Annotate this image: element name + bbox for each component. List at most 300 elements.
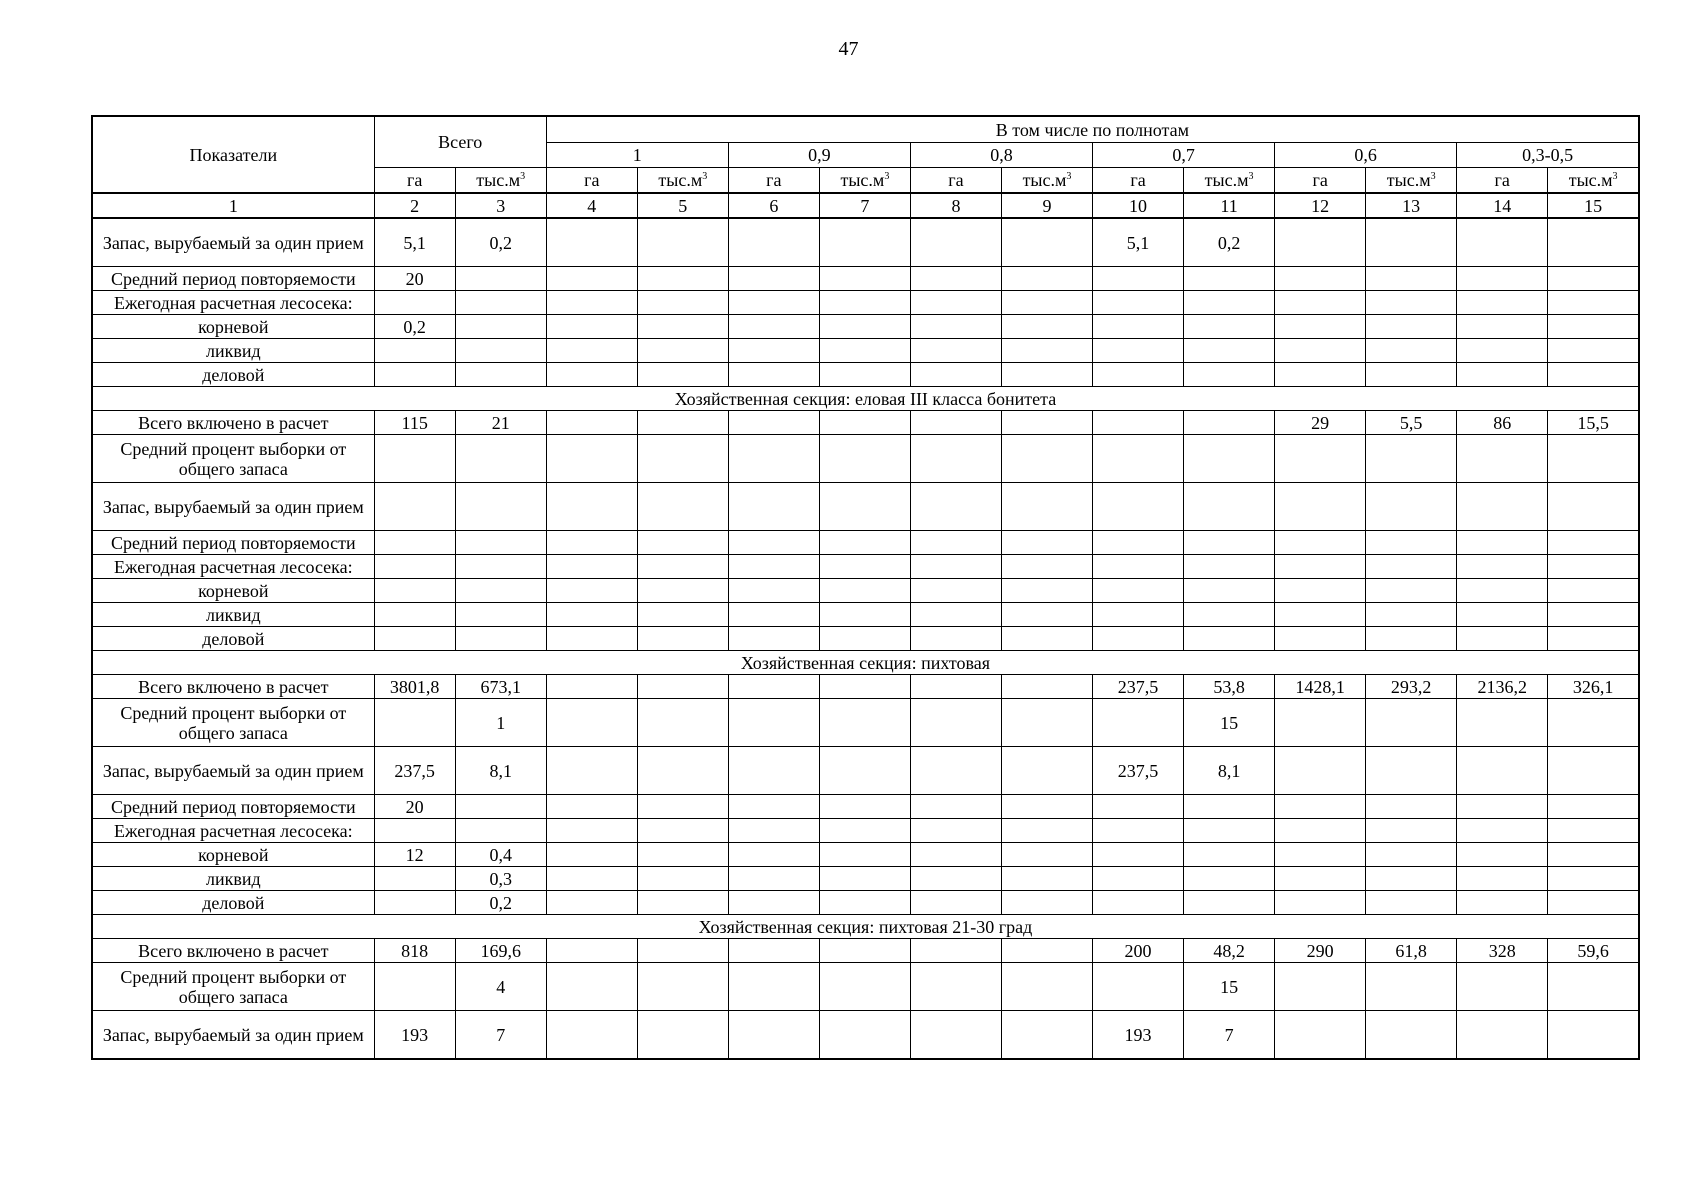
section-row [92, 387, 1639, 411]
table-cell [728, 555, 819, 579]
table-cell: 169,6 [455, 939, 546, 963]
table-cell [637, 699, 728, 747]
section-row [92, 915, 1639, 939]
table-cell [1001, 339, 1092, 363]
table-cell [819, 939, 910, 963]
table-cell [1184, 531, 1275, 555]
table-row [92, 291, 1639, 315]
table-cell: 237,5 [1093, 747, 1184, 795]
density-header: 1 [546, 143, 728, 168]
unit-volume-text: тыс.м [1386, 170, 1431, 190]
table-cell [546, 579, 637, 603]
table-cell [819, 795, 910, 819]
table-cell [637, 747, 728, 795]
table-cell [910, 315, 1001, 339]
column-number: 2 [374, 193, 455, 218]
density-header: 0,9 [728, 143, 910, 168]
table-row [92, 411, 1639, 435]
table-cell: 0,4 [455, 843, 546, 867]
table-cell [1275, 747, 1366, 795]
table-cell [819, 891, 910, 915]
table-cell: 20 [374, 267, 455, 291]
table-cell [1275, 363, 1366, 387]
unit-volume [1001, 168, 1092, 194]
table-cell: 3801,8 [374, 675, 455, 699]
table-cell [1548, 315, 1639, 339]
table-cell [819, 675, 910, 699]
table-cell [1001, 627, 1092, 651]
table-cell [1001, 939, 1092, 963]
table-cell [1184, 483, 1275, 531]
table-cell [1457, 843, 1548, 867]
column-number-row [92, 193, 1639, 218]
table-cell [1184, 267, 1275, 291]
table-cell [1548, 363, 1639, 387]
table-cell [1093, 483, 1184, 531]
table-cell: 237,5 [374, 747, 455, 795]
table-cell [728, 795, 819, 819]
table-cell [1366, 363, 1457, 387]
table-cell [1001, 435, 1092, 483]
table-cell [910, 531, 1001, 555]
table-cell [1001, 363, 1092, 387]
table-cell [637, 411, 728, 435]
table-cell [1275, 555, 1366, 579]
table-cell [1366, 699, 1457, 747]
table-cell: 8,1 [1184, 747, 1275, 795]
table-row [92, 795, 1639, 819]
column-number: 12 [1275, 193, 1366, 218]
unit-volume-text: тыс.м [840, 170, 885, 190]
table-cell [819, 843, 910, 867]
table-row [92, 363, 1639, 387]
table-row [92, 699, 1639, 747]
table-cell [1457, 867, 1548, 891]
row-label: Средний период повторяемости [92, 531, 374, 555]
table-cell [1366, 339, 1457, 363]
table-cell [1457, 363, 1548, 387]
table-cell [1366, 867, 1457, 891]
table-cell [546, 795, 637, 819]
table-cell: 59,6 [1548, 939, 1639, 963]
row-label: ликвид [92, 339, 374, 363]
table-cell [819, 627, 910, 651]
table-cell [374, 531, 455, 555]
table-cell [1366, 531, 1457, 555]
table-cell [1275, 579, 1366, 603]
column-number: 11 [1184, 193, 1275, 218]
table-cell [1366, 627, 1457, 651]
table-cell [637, 435, 728, 483]
table-cell [1001, 603, 1092, 627]
table-cell [1275, 819, 1366, 843]
table-cell [819, 747, 910, 795]
table-cell [455, 363, 546, 387]
table-cell [1093, 579, 1184, 603]
table-cell [728, 963, 819, 1011]
table-cell [1184, 795, 1275, 819]
table-cell [546, 531, 637, 555]
table-cell [1001, 699, 1092, 747]
table-cell [1275, 315, 1366, 339]
table-cell: 21 [455, 411, 546, 435]
row-label: деловой [92, 891, 374, 915]
table-cell [910, 603, 1001, 627]
table-cell [455, 555, 546, 579]
table-cell [637, 363, 728, 387]
table-cell [546, 267, 637, 291]
table-cell [1275, 843, 1366, 867]
table-cell: 15 [1184, 699, 1275, 747]
table-cell: 5,1 [1093, 218, 1184, 267]
table-cell [637, 579, 728, 603]
table-cell [1366, 291, 1457, 315]
table-cell [910, 939, 1001, 963]
table-cell: 12 [374, 843, 455, 867]
table-cell [374, 867, 455, 891]
table-row [92, 1011, 1639, 1060]
table-cell [1548, 891, 1639, 915]
table-cell [637, 603, 728, 627]
table-cell: 15,5 [1548, 411, 1639, 435]
table-cell [1548, 699, 1639, 747]
unit-volume-exponent: 3 [702, 171, 708, 182]
table-cell: 0,2 [1184, 218, 1275, 267]
column-number: 3 [455, 193, 546, 218]
unit-volume [1548, 168, 1639, 194]
table-cell [374, 339, 455, 363]
row-label: корневой [92, 579, 374, 603]
table-cell [819, 291, 910, 315]
table-cell [1001, 819, 1092, 843]
table-row [92, 819, 1639, 843]
table-cell [1548, 627, 1639, 651]
table-cell: 0,2 [455, 218, 546, 267]
table-cell [1548, 1011, 1639, 1060]
table-cell [1001, 531, 1092, 555]
unit-ha: га [910, 168, 1001, 194]
column-number: 10 [1093, 193, 1184, 218]
unit-volume [455, 168, 546, 194]
table-cell [728, 939, 819, 963]
table-cell [374, 627, 455, 651]
table-cell [637, 555, 728, 579]
table-cell [1093, 363, 1184, 387]
table-cell [546, 218, 637, 267]
table-row [92, 891, 1639, 915]
table-cell [1093, 339, 1184, 363]
indicators-header: Показатели [92, 116, 374, 193]
unit-volume-exponent: 3 [520, 171, 526, 182]
column-number: 8 [910, 193, 1001, 218]
row-label: Средний процент выборки от общего запаса [92, 963, 374, 1011]
row-label: Средний период повторяемости [92, 795, 374, 819]
table-cell [910, 291, 1001, 315]
table-cell [910, 795, 1001, 819]
table-cell [1093, 891, 1184, 915]
table-cell [1548, 267, 1639, 291]
unit-volume [1184, 168, 1275, 194]
table-cell [819, 483, 910, 531]
table-cell [1093, 267, 1184, 291]
table-cell [546, 675, 637, 699]
table-cell [1001, 843, 1092, 867]
unit-volume-exponent: 3 [1430, 171, 1436, 182]
table-cell [910, 483, 1001, 531]
table-cell [819, 1011, 910, 1060]
table-cell [1184, 843, 1275, 867]
table-cell [1001, 891, 1092, 915]
table-row [92, 603, 1639, 627]
unit-volume-text: тыс.м [658, 170, 703, 190]
table-cell [637, 218, 728, 267]
table-cell [728, 747, 819, 795]
table-cell [1457, 579, 1548, 603]
table-cell: 237,5 [1093, 675, 1184, 699]
table-cell [1548, 483, 1639, 531]
table-cell [728, 1011, 819, 1060]
table-cell [455, 291, 546, 315]
table-cell [1275, 435, 1366, 483]
table-cell [637, 891, 728, 915]
table-cell [910, 363, 1001, 387]
table-cell [1275, 267, 1366, 291]
table-cell [1366, 603, 1457, 627]
table-cell [546, 363, 637, 387]
row-label: ликвид [92, 867, 374, 891]
table-cell [546, 891, 637, 915]
table-cell: 48,2 [1184, 939, 1275, 963]
table-row [92, 579, 1639, 603]
table-cell [1548, 843, 1639, 867]
row-label: Средний период повторяемости [92, 267, 374, 291]
table-cell [1457, 218, 1548, 267]
table-cell [546, 747, 637, 795]
table-cell [1548, 603, 1639, 627]
table-cell [637, 339, 728, 363]
table-cell [910, 843, 1001, 867]
table-cell [455, 579, 546, 603]
table-cell [546, 1011, 637, 1060]
table-cell [1093, 555, 1184, 579]
table-cell [1457, 315, 1548, 339]
unit-volume [819, 168, 910, 194]
column-number: 13 [1366, 193, 1457, 218]
table-cell [910, 555, 1001, 579]
table-cell [546, 699, 637, 747]
row-label: Ежегодная расчетная лесосека: [92, 819, 374, 843]
table-cell [910, 963, 1001, 1011]
table-cell [1093, 627, 1184, 651]
table-cell [1366, 483, 1457, 531]
unit-ha: га [546, 168, 637, 194]
table-cell [1366, 315, 1457, 339]
table-cell [546, 411, 637, 435]
density-header: 0,3-0,5 [1457, 143, 1639, 168]
table-cell [910, 819, 1001, 843]
unit-volume-text: тыс.м [1204, 170, 1249, 190]
table-cell [637, 819, 728, 843]
table-cell [1001, 555, 1092, 579]
table-cell [546, 963, 637, 1011]
table-cell: 328 [1457, 939, 1548, 963]
table-cell [1093, 843, 1184, 867]
table-cell [1093, 435, 1184, 483]
unit-ha: га [1457, 168, 1548, 194]
table-cell: 86 [1457, 411, 1548, 435]
table-cell [455, 435, 546, 483]
table-body [92, 218, 1639, 1059]
column-number: 14 [1457, 193, 1548, 218]
table-cell [819, 315, 910, 339]
table-cell [1093, 963, 1184, 1011]
table-cell [546, 843, 637, 867]
table-cell [1001, 411, 1092, 435]
table-cell [1275, 891, 1366, 915]
table-cell [1184, 819, 1275, 843]
table-cell [1184, 627, 1275, 651]
row-label: деловой [92, 627, 374, 651]
unit-volume [637, 168, 728, 194]
table-cell: 8,1 [455, 747, 546, 795]
table-cell [546, 291, 637, 315]
row-label: Всего включено в расчет [92, 411, 374, 435]
table-cell [637, 939, 728, 963]
table-row [92, 483, 1639, 531]
table-cell [1275, 483, 1366, 531]
table-cell [1093, 819, 1184, 843]
table-cell [1001, 675, 1092, 699]
table-cell [1001, 218, 1092, 267]
table-cell [1275, 1011, 1366, 1060]
density-header: 0,7 [1093, 143, 1275, 168]
table-cell [1457, 603, 1548, 627]
table-cell: 200 [1093, 939, 1184, 963]
row-label: Средний процент выборки от общего запаса [92, 699, 374, 747]
table-cell [455, 531, 546, 555]
table-cell [374, 579, 455, 603]
table-cell: 29 [1275, 411, 1366, 435]
unit-ha: га [728, 168, 819, 194]
table-row [92, 531, 1639, 555]
table-cell [374, 435, 455, 483]
table-cell [728, 891, 819, 915]
table-cell [728, 603, 819, 627]
table-cell [728, 627, 819, 651]
table-cell [1548, 339, 1639, 363]
table-cell [910, 339, 1001, 363]
table-cell [728, 339, 819, 363]
section-title: Хозяйственная секция: еловая III класса бонитета [92, 387, 1639, 411]
table-cell [637, 867, 728, 891]
table-cell [910, 218, 1001, 267]
table-cell [819, 867, 910, 891]
table-cell [374, 891, 455, 915]
table-cell [1001, 867, 1092, 891]
table-cell [819, 531, 910, 555]
table-cell [1457, 267, 1548, 291]
table-cell: 193 [1093, 1011, 1184, 1060]
table-row [92, 555, 1639, 579]
section-title: Хозяйственная секция: пихтовая [92, 651, 1639, 675]
table-cell [455, 483, 546, 531]
table-row [92, 315, 1639, 339]
table-cell: 7 [455, 1011, 546, 1060]
table-cell [910, 747, 1001, 795]
table-cell [1184, 363, 1275, 387]
table-cell [1548, 963, 1639, 1011]
table-cell [1093, 411, 1184, 435]
table-cell [1001, 1011, 1092, 1060]
table-cell [1366, 795, 1457, 819]
row-label: Средний процент выборки от общего запаса [92, 435, 374, 483]
table-cell [1275, 795, 1366, 819]
table-cell [374, 363, 455, 387]
table-cell [1001, 747, 1092, 795]
table-cell [455, 339, 546, 363]
table-cell [546, 603, 637, 627]
table-cell [637, 1011, 728, 1060]
table-cell [1366, 1011, 1457, 1060]
table-cell [1275, 699, 1366, 747]
table-cell [819, 218, 910, 267]
page-number: 47 [838, 38, 859, 60]
table-row [92, 435, 1639, 483]
table-cell [374, 555, 455, 579]
unit-volume-exponent: 3 [1066, 171, 1072, 182]
table-cell [1366, 747, 1457, 795]
unit-volume-text: тыс.м [1568, 170, 1613, 190]
table-cell: 0,2 [374, 315, 455, 339]
table-cell: 61,8 [1366, 939, 1457, 963]
table-cell [819, 411, 910, 435]
table-cell: 5,1 [374, 218, 455, 267]
unit-volume-text: тыс.м [476, 170, 521, 190]
row-label: корневой [92, 843, 374, 867]
table-cell [1366, 843, 1457, 867]
table-cell [819, 267, 910, 291]
table-cell [455, 267, 546, 291]
table-cell [819, 555, 910, 579]
table-cell [374, 603, 455, 627]
table-cell [1457, 555, 1548, 579]
unit-ha: га [1275, 168, 1366, 194]
table-cell [1457, 795, 1548, 819]
table-cell [637, 963, 728, 1011]
table-cell [455, 315, 546, 339]
table-cell [637, 267, 728, 291]
table-cell: 5,5 [1366, 411, 1457, 435]
table-cell [1548, 555, 1639, 579]
unit-volume-exponent: 3 [884, 171, 890, 182]
table-cell [546, 867, 637, 891]
table-cell: 193 [374, 1011, 455, 1060]
table-cell [1184, 411, 1275, 435]
table-row [92, 747, 1639, 795]
total-header: Всего [374, 116, 546, 168]
table-cell [1001, 291, 1092, 315]
table-cell [455, 795, 546, 819]
table-cell: 326,1 [1548, 675, 1639, 699]
table-cell [1093, 795, 1184, 819]
table-cell [637, 315, 728, 339]
table-cell [546, 339, 637, 363]
table-cell [374, 963, 455, 1011]
table-cell [819, 339, 910, 363]
table-cell [374, 291, 455, 315]
table-cell: 290 [1275, 939, 1366, 963]
table-cell [728, 315, 819, 339]
